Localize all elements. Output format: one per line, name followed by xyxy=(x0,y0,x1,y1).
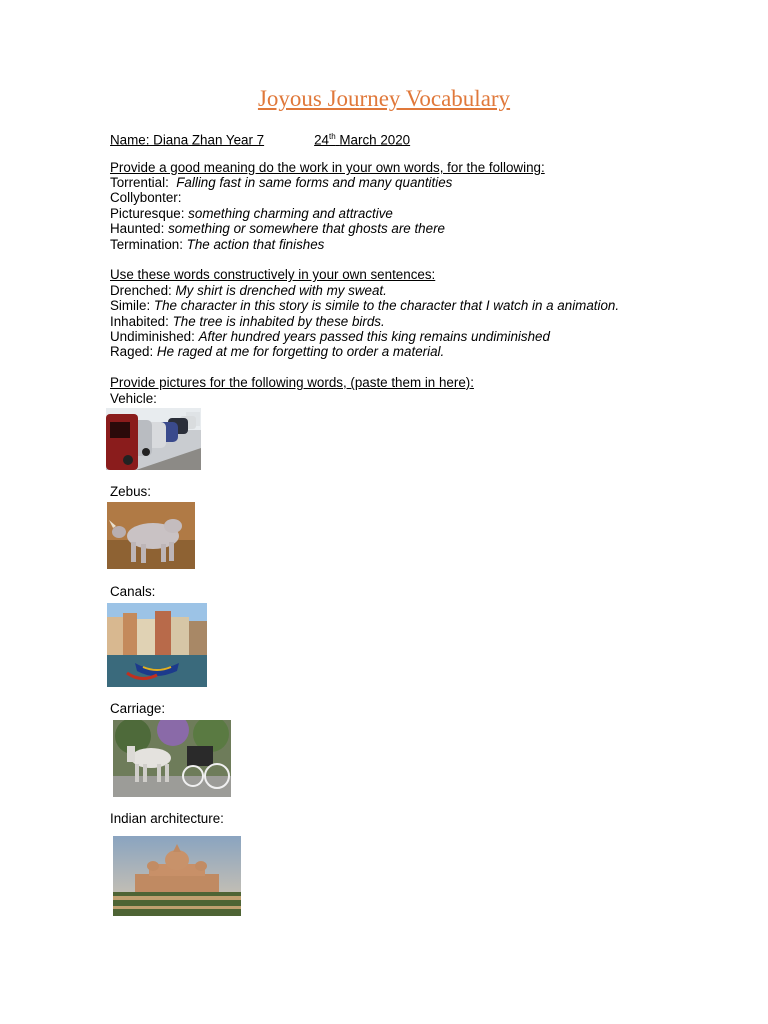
definition-item: Termination: The action that finishes xyxy=(110,237,325,252)
section3-heading: Provide pictures for the following words, (paste them in here): xyxy=(110,375,474,390)
date-day: 24 xyxy=(314,132,329,148)
sentence-item: Raged: He raged at me for forgetting to order a material. xyxy=(110,344,445,359)
definition-item: Picturesque: something charming and attractive xyxy=(110,206,393,221)
definition-item: Torrential: Falling fast in same forms and many quantities xyxy=(110,175,453,190)
zebu-photo xyxy=(107,502,195,569)
sentence-item: Simile: The character in this story is simile to the character that I watch in a animation. xyxy=(110,298,620,313)
document-title: Joyous Journey Vocabulary xyxy=(257,86,511,111)
student-name: Name: Diana Zhan Year 7 xyxy=(110,132,265,148)
definition-item: Collybonter: xyxy=(110,190,182,205)
picture-label-vehicle: Vehicle: xyxy=(110,391,157,406)
picture-label-carriage: Carriage: xyxy=(110,701,166,716)
temple-photo xyxy=(113,836,241,916)
sentence-item: Inhabited: The tree is inhabited by these birds. xyxy=(110,314,385,329)
date-suffix: th xyxy=(329,132,336,141)
picture-label-canals: Canals: xyxy=(110,584,156,599)
section2-heading: Use these words constructively in your own sentences: xyxy=(110,267,436,282)
section1-heading: Provide a good meaning do the work in your own words, for the following: xyxy=(110,160,545,175)
canal-boats-photo xyxy=(107,603,207,687)
definition-item: Haunted: something or somewhere that ghosts are there xyxy=(110,221,445,236)
sentence-item: Undiminished: After hundred years passed this king remains undiminished xyxy=(110,329,550,344)
picture-label-indian-architecture: Indian architecture: xyxy=(110,811,224,826)
sentence-item: Drenched: My shirt is drenched with my sweat. xyxy=(110,283,387,298)
header-line xyxy=(110,129,410,148)
picture-label-zebus: Zebus: xyxy=(110,484,151,499)
horse-carriage-photo xyxy=(113,720,231,797)
parked-cars-photo xyxy=(106,408,201,470)
date-month-year: March 2020 xyxy=(339,132,411,148)
